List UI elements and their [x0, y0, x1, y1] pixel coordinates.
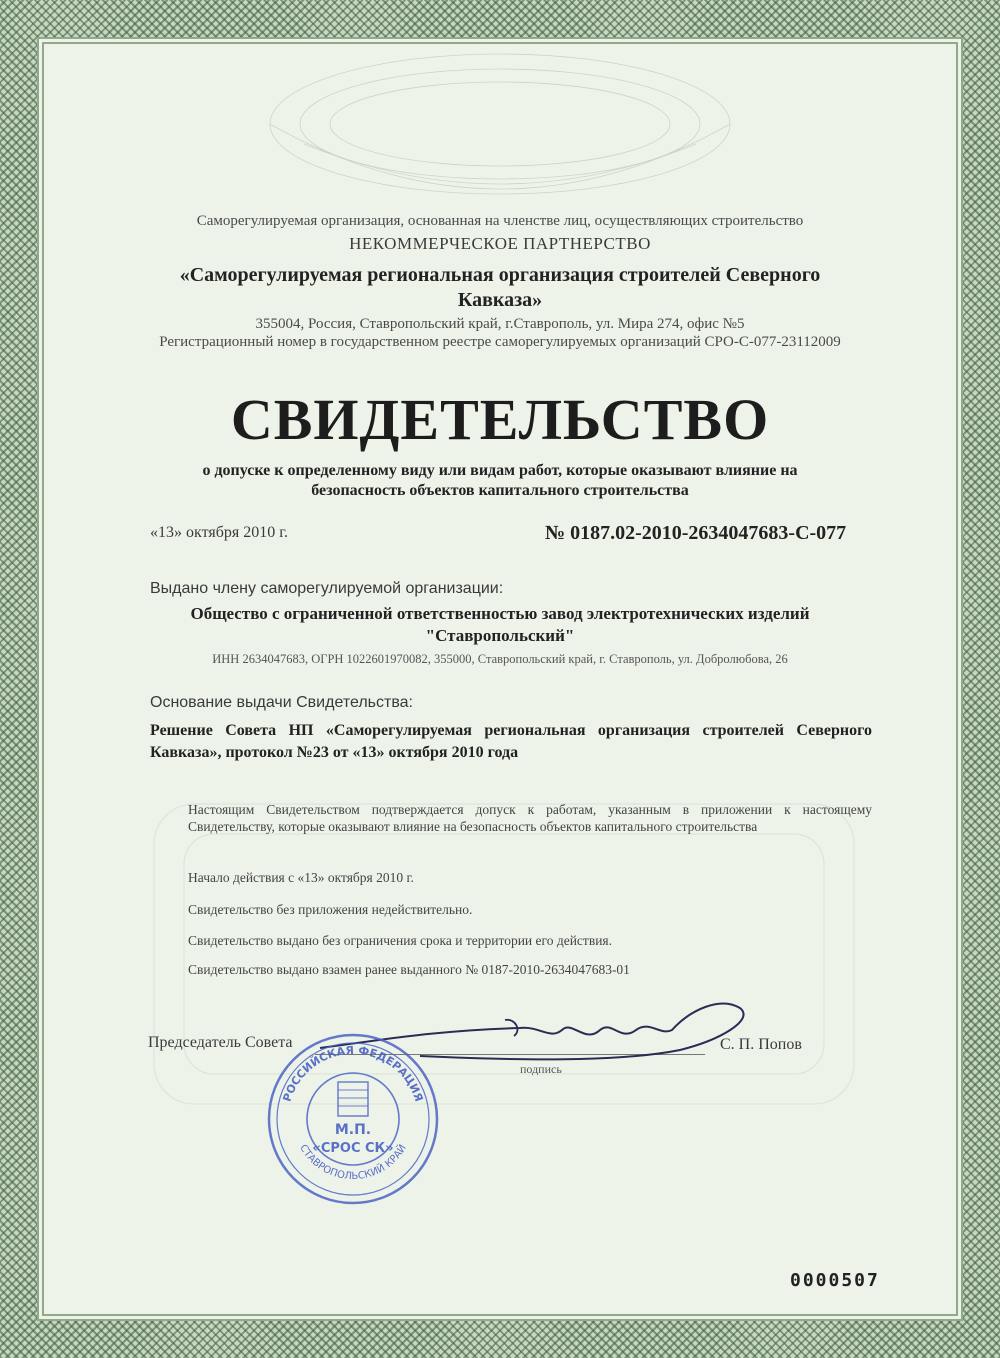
issued-to-label: Выдано члену саморегулируемой организации:	[150, 580, 504, 597]
certificate-number: № 0187.02-2010-2634047683-С-077	[545, 522, 847, 544]
signature-caption: подпись	[520, 1062, 562, 1076]
org-type-line: Саморегулируемая организация, основанная на членстве лиц, осуществляющих строительство	[196, 213, 804, 229]
basis-text: Решение Совета НП «Саморегулируемая региональная организация строителей Северного Кавказа», протокол №23 от «13» октября 2010 года	[150, 722, 872, 761]
member-name-line-2: "Ставропольский"	[425, 626, 575, 645]
stamp-mp: М.П.	[334, 1122, 372, 1138]
body-paragraph-3: Свидетельство без приложения недействительно.	[188, 902, 473, 917]
building-icon	[338, 1082, 368, 1116]
body-paragraph-2: Начало действия с «13» октября 2010 г.	[188, 870, 414, 885]
body-paragraph-1: Настоящим Свидетельством подтверждается допуск к работам, указанным в приложении к настоящему Свидетельству, которые оказывают влияние на безопасность объектов капитального строительства	[188, 802, 872, 834]
org-address: 355004, Россия, Ставропольский край, г.Ставрополь, ул. Мира 274, офис №5	[255, 316, 745, 332]
stamp-top-text: РОССИЙСКАЯ ФЕДЕРАЦИЯ	[280, 1043, 426, 1104]
stamp-org: «СРОС СК»	[312, 1141, 394, 1156]
org-form-line: НЕКОММЕРЧЕСКОЕ ПАРТНЕРСТВО	[349, 234, 651, 253]
signer-name: С. П. Попов	[720, 1036, 802, 1053]
stamp-bottom-text: СТАВРОПОЛЬСКИЙ КРАЙ	[297, 1142, 409, 1183]
signer-role: Председатель Совета	[148, 1034, 293, 1051]
body-paragraph-4: Свидетельство выдано без ограничения срока и территории его действия.	[188, 933, 613, 948]
org-reg-number: Регистрационный номер в государственном реестре саморегулируемых организаций СРО-С-077-23112009	[159, 334, 841, 350]
org-name-line-2: Кавказа»	[457, 289, 543, 311]
body-paragraph-5: Свидетельство выдано взамен ранее выданного № 0187-2010-2634047683-01	[188, 962, 630, 977]
member-name-line-1: Общество с ограниченной ответственностью завод электротехнических изделий	[190, 604, 810, 623]
subtitle-line-1: о допуске к определенному виду или видам работ, которые оказывают влияние на	[202, 462, 798, 479]
document-title: СВИДЕТЕЛЬСТВО	[230, 387, 770, 452]
member-details: ИНН 2634047683, ОГРН 1022601970082, 355000, Ставропольский край, г. Ставрополь, ул. Добролюбова, 26	[212, 652, 788, 666]
org-name-line-1: «Саморегулируемая региональная организация строителей Северного	[179, 264, 821, 286]
organization-stamp	[264, 1030, 442, 1208]
serial-number: 0000507	[790, 1270, 880, 1291]
subtitle-line-2: безопасность объектов капитального строительства	[311, 482, 689, 499]
issue-date: «13» октября 2010 г.	[150, 524, 288, 541]
basis-label: Основание выдачи Свидетельства:	[150, 694, 413, 711]
